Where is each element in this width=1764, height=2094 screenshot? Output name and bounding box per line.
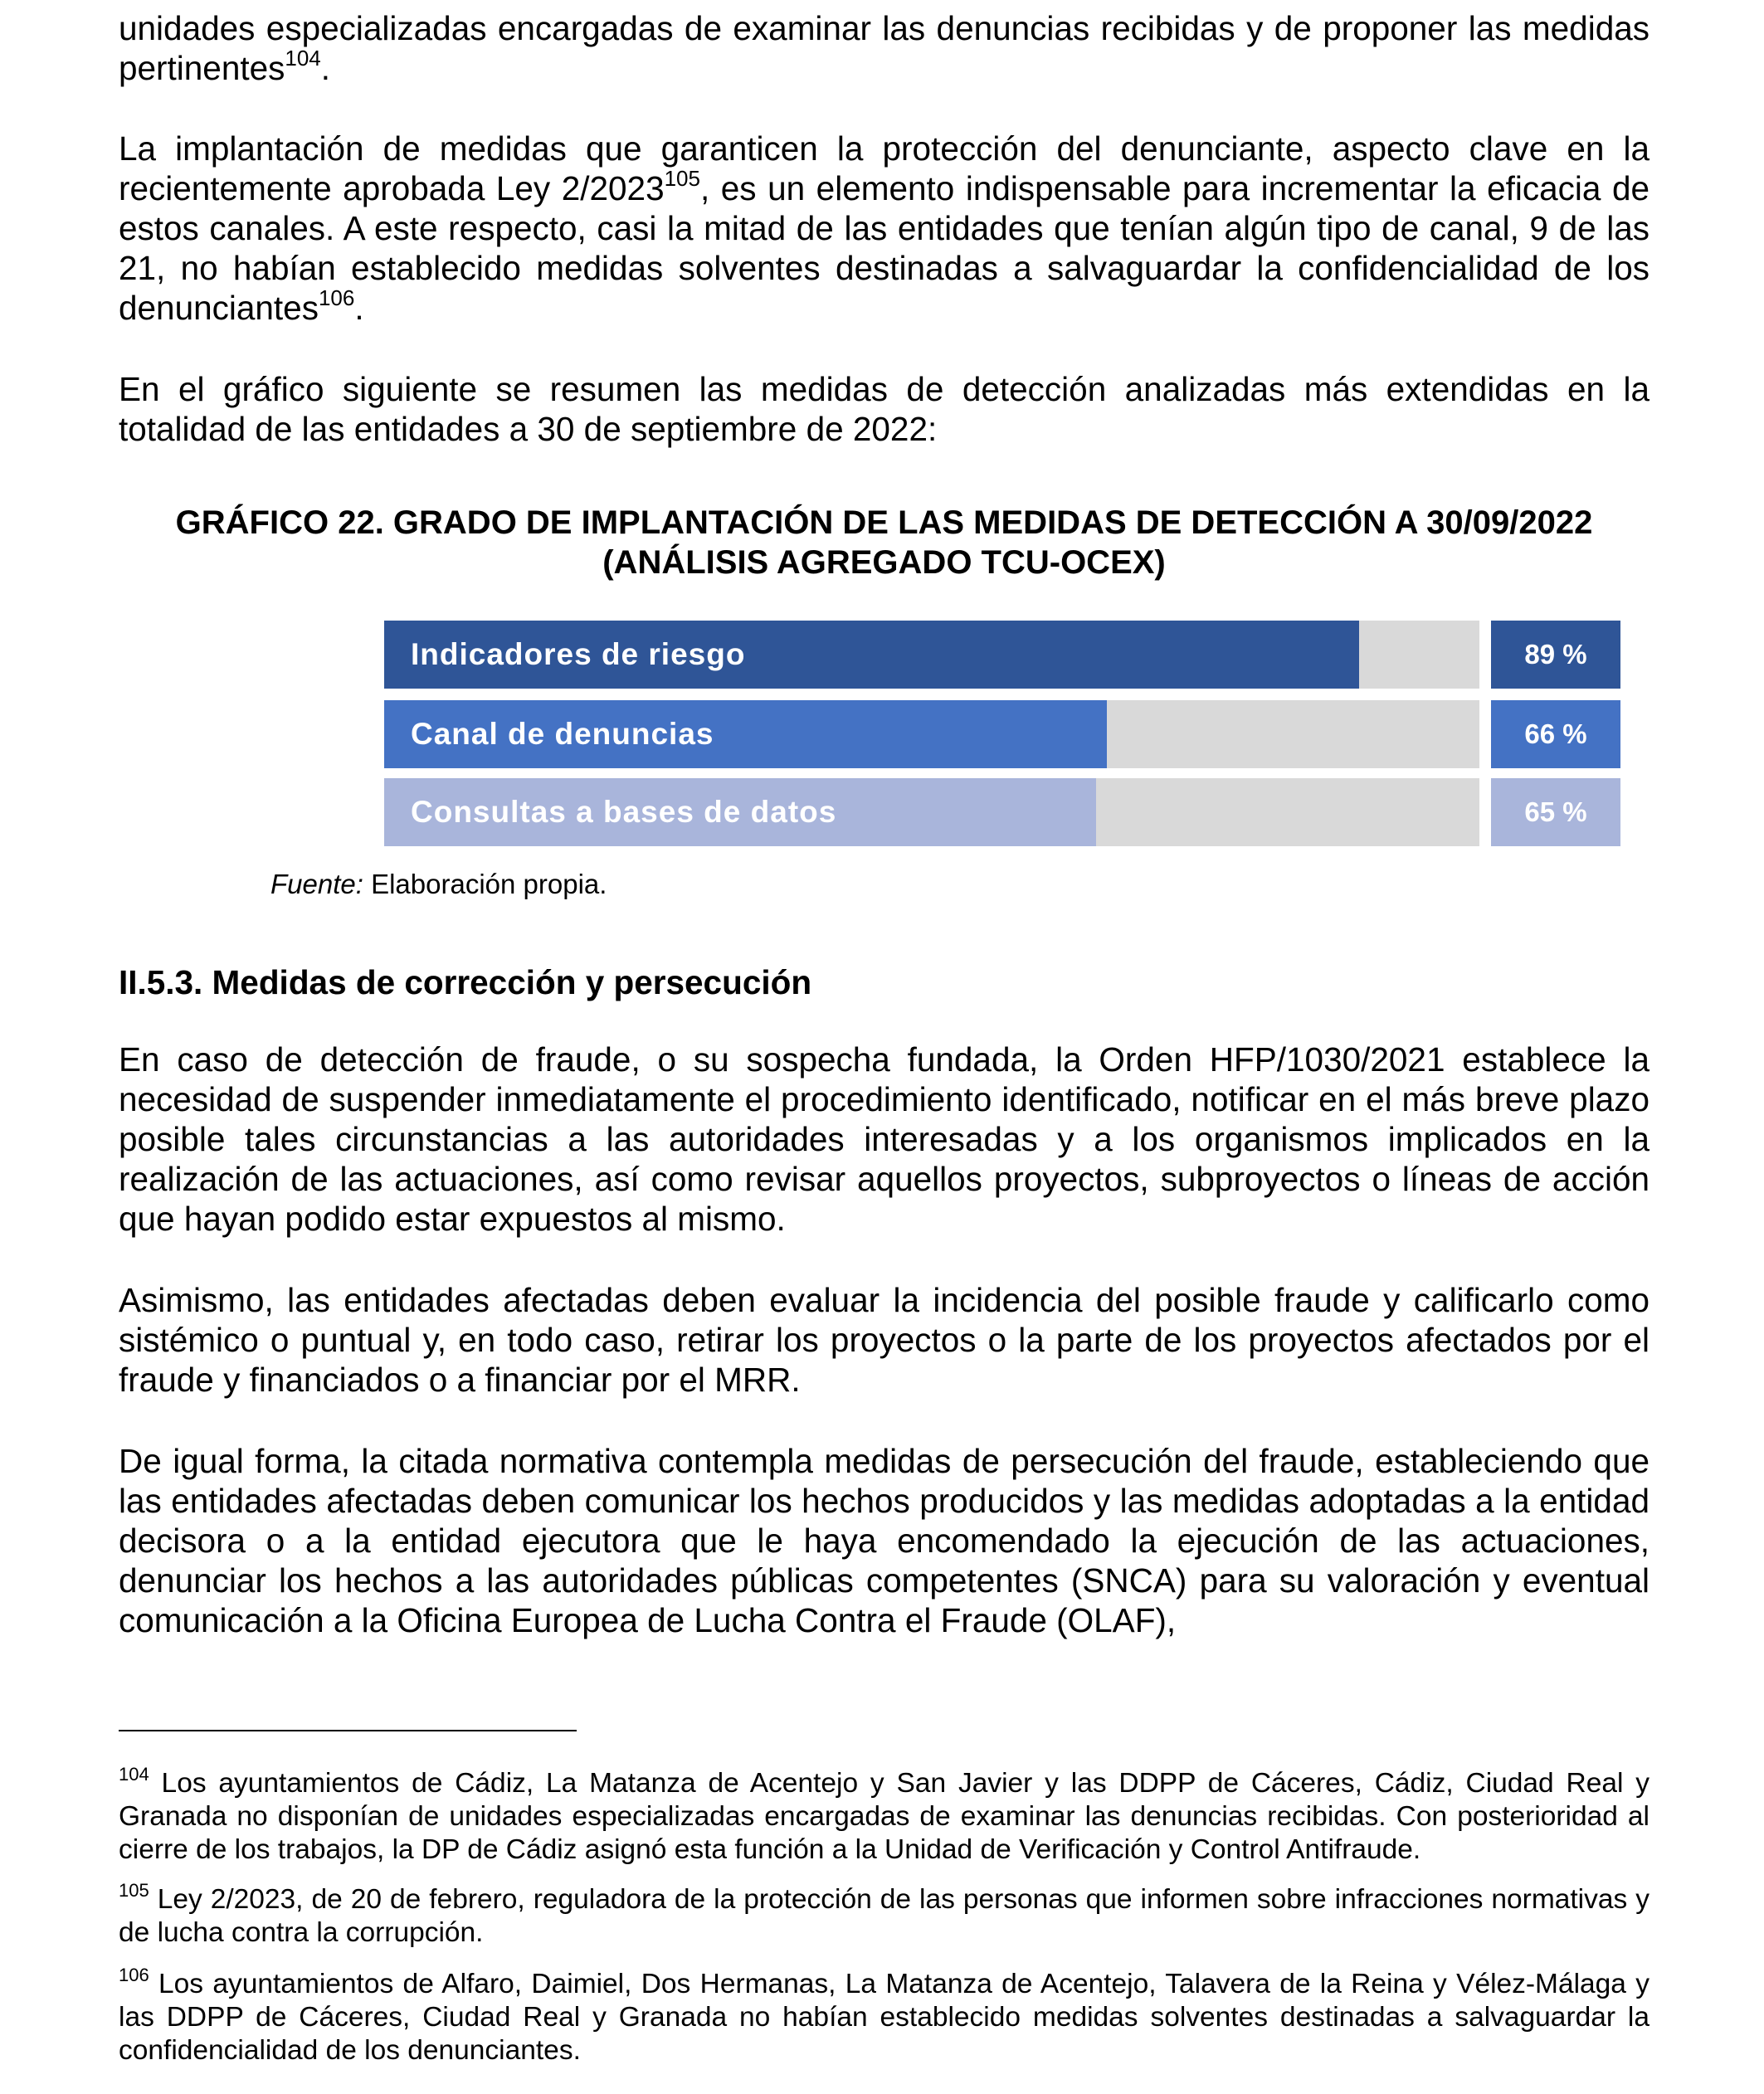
chart-title-line-2: (ANÁLISIS AGREGADO TCU-OCEX)	[602, 544, 1166, 581]
paragraph-1: unidades especializadas encargadas de examinar las denuncias recibidas y de proponer las medidas pertinentes$^{104}$.	[119, 9, 1649, 87]
footnote-text: Los ayuntamientos de Alfaro, Daimiel, Dos Hermanas, La Matanza de Acentejo, Talavera de la Reina y Vélez-Málaga y las DDPP de Cáceres, Ciudad Real y Granada no habían establecido medidas solventes destinadas a salvaguardar la confidencialidad de los denunciantes.	[119, 1969, 1649, 2066]
footnote-ref-106: 106	[318, 285, 355, 310]
chart-source	[270, 868, 607, 901]
footnote-number: 104	[119, 1764, 149, 1785]
footnote-ref-105: 105	[664, 166, 700, 191]
source-label: Fuente:	[270, 869, 363, 899]
paragraph-5: Asimismo, las entidades afectadas deben evaluar la incidencia del posible fraude y calificarlo como sistémico o puntual y, en todo caso, retirar los proyectos o la parte de los proyectos afectados por el fraude y financiados o a financiar por el MRR.	[119, 1281, 1649, 1399]
bar-value-label: 89 %	[1491, 621, 1620, 689]
footnote-number: 106	[119, 1965, 149, 1985]
paragraph-2: La implantación de medidas que garanticen la protección del denunciante, aspecto clave en la recientemente aprobada Ley 2/2023$^{105}$, es un elemento indispensable para incrementar la eficacia de estos canales. A este respecto, casi la mitad de las entidades que tenían algún tipo de canal, 9 de las 21, no habían establecido medidas solventes destinadas a salvaguardar la confidencialidad de los denunciantes$^{106}$.	[119, 129, 1649, 327]
chart-title	[119, 503, 1649, 582]
bar-track	[384, 778, 1479, 846]
footnote-separator	[119, 1730, 577, 1731]
bar-track	[384, 700, 1479, 768]
bar-row	[384, 621, 1620, 689]
paragraph-6: De igual forma, la citada normativa contempla medidas de persecución del fraude, estableciendo que las entidades afectadas deben comunicar los hechos producidos y las medidas adoptadas a la entidad decisora o a la entidad ejecutora que le haya encomendado la ejecución de las actuaciones, denunciar los hechos a las autoridades públicas competentes (SNCA) para su valoración y eventual comunicación a la Oficina Europea de Lucha Contra el Fraude (OLAF),	[119, 1442, 1649, 1639]
bar-value-label: 65 %	[1491, 778, 1620, 846]
paragraph-3: En el gráfico siguiente se resumen las medidas de detección analizadas más extendidas en la totalidad de las entidades a 30 de septiembre de 2022:	[119, 370, 1649, 448]
footnote-text: Los ayuntamientos de Cádiz, La Matanza de Acentejo y San Javier y las DDPP de Cáceres, Cádiz, Ciudad Real y Granada no disponían de unidades especializadas encargadas de examinar las denuncias recibidas. Con posterioridad al cierre de los trabajos, la DP de Cádiz asignó esta función a la Unidad de Verificación y Control Antifraude.	[119, 1768, 1649, 1865]
bar-category-label: Indicadores de riesgo	[411, 637, 746, 671]
footnote-105	[119, 1880, 1649, 1950]
bar-category-label: Consultas a bases de datos	[411, 795, 837, 829]
bar-row	[384, 778, 1620, 846]
paragraph-4: En caso de detección de fraude, o su sospecha fundada, la Orden HFP/1030/2021 establece la necesidad de suspender inmediatamente el procedimiento identificado, notificar en el más breve plazo posible tales circunstancias a las autoridades interesadas y a los organismos implicados en la realización de las actuaciones, así como revisar aquellos proyectos, subproyectos o líneas de acción que hayan podido estar expuestos al mismo.	[119, 1040, 1649, 1238]
footnote-text: Ley 2/2023, de 20 de febrero, reguladora de la protección de las personas que informen sobre infracciones normativas y de lucha contra la corrupción.	[119, 1884, 1649, 1948]
section-heading: II.5.3. Medidas de corrección y persecución	[119, 963, 812, 1001]
footnote-number: 105	[119, 1880, 149, 1901]
chart-title-line-1: GRÁFICO 22. GRADO DE IMPLANTACIÓN DE LAS MEDIDAS DE DETECCIÓN A 30/09/2022	[175, 504, 1593, 541]
footnote-104	[119, 1764, 1649, 1867]
bar-row	[384, 700, 1620, 768]
footnote-106	[119, 1965, 1649, 2067]
footnote-ref-104: 104	[285, 46, 321, 71]
bar-value-label: 66 %	[1491, 700, 1620, 768]
bar-category-label: Canal de denuncias	[411, 717, 714, 751]
bar-chart	[384, 621, 1620, 846]
source-text: Elaboración propia.	[363, 869, 607, 899]
bar-track	[384, 621, 1479, 689]
